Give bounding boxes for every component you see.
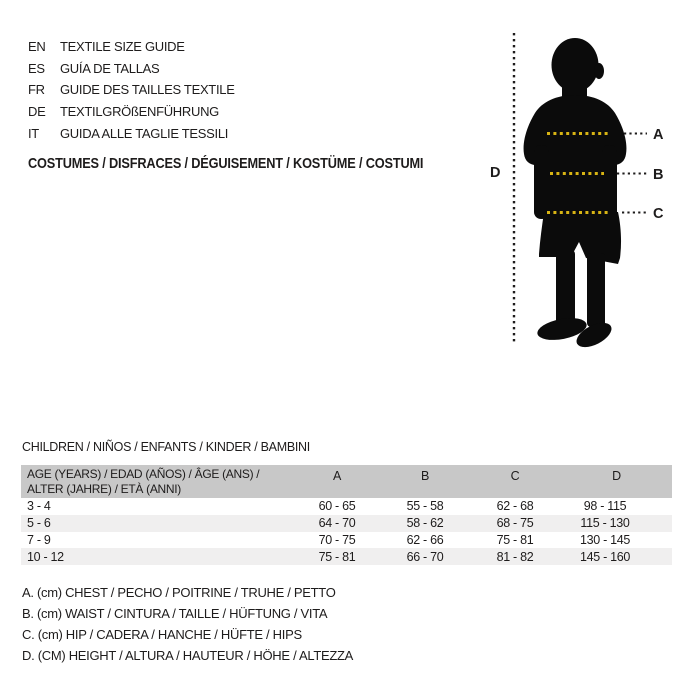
legend-height: D. (CM) HEIGHT / ALTURA / HAUTEUR / HÖHE / ALTEZZA (22, 648, 353, 663)
lang-label: GUIDE DES TAILLES TEXTILE (60, 82, 235, 98)
legend-waist: B. (cm) WAIST / CINTURA / TAILLE / HÜFTUNG / VITA (22, 606, 328, 621)
table-row (21, 515, 672, 532)
height-value: 130 - 145 (579, 532, 631, 547)
age-cell: 7 - 9 (27, 532, 51, 547)
waist-value: 55 - 58 (406, 499, 444, 514)
column-header-d: D (612, 469, 621, 483)
age-column-header (21, 465, 293, 498)
silhouette-right-leg (587, 253, 605, 327)
child-silhouette-image (524, 38, 627, 350)
height-value: 115 - 130 (580, 516, 630, 531)
lang-row-de (28, 101, 235, 123)
hip-value: 62 - 68 (496, 499, 534, 514)
table-row (21, 498, 672, 515)
waist-value: 58 - 62 (406, 516, 444, 531)
size-measurement-diagram (450, 20, 700, 350)
legend-hip: C. (cm) HIP / CADERA / HANCHE / HÜFTE / HIPS (22, 627, 302, 642)
language-guide-list (28, 36, 235, 145)
lang-label: GUIDA ALLE TAGLIE TESSILI (60, 125, 229, 141)
lang-code: DE (28, 104, 46, 120)
hip-value: 75 - 81 (496, 532, 534, 547)
lang-row-es (28, 58, 235, 80)
chest-value: 60 - 65 (318, 499, 356, 514)
age-header-line2: ALTER (JAHRE) / ETÀ (ANNI) (27, 481, 181, 496)
chest-value: 75 - 81 (318, 549, 356, 564)
lang-row-it (28, 123, 235, 145)
age-cell: 5 - 6 (27, 516, 51, 531)
chest-value: 64 - 70 (318, 516, 356, 531)
lang-code: EN (28, 39, 46, 54)
lang-label: GUÍA DE TALLAS (60, 60, 160, 76)
waist-label: B (653, 167, 664, 183)
lang-label: TEXTILE SIZE GUIDE (60, 39, 185, 54)
hip-value: 81 - 82 (496, 549, 534, 564)
height-label: D (490, 165, 501, 181)
measurement-legend (22, 582, 353, 666)
waist-value: 62 - 66 (406, 532, 444, 547)
children-section-title: CHILDREN / NIÑOS / ENFANTS / KINDER / BAMBINI (22, 440, 310, 454)
size-table-header-row (21, 465, 672, 498)
lang-code: ES (28, 60, 45, 76)
age-cell: 10 - 12 (27, 549, 64, 564)
age-header-line1: AGE (YEARS) / EDAD (AÑOS) / ÂGE (ANS) / (27, 466, 260, 481)
size-table (21, 465, 672, 565)
column-header-b: B (420, 469, 430, 483)
lang-label: TEXTILGRÖßENFÜHRUNG (60, 104, 219, 120)
height-value: 98 - 115 (583, 499, 627, 514)
table-row (21, 548, 672, 565)
column-header-a: A (332, 469, 342, 483)
chest-value: 70 - 75 (318, 532, 356, 547)
silhouette-ear (594, 63, 604, 79)
lang-row-fr (28, 79, 235, 101)
table-row (21, 532, 672, 549)
age-cell: 3 - 4 (27, 499, 51, 514)
lang-code: FR (28, 82, 45, 98)
height-value: 145 - 160 (579, 549, 631, 564)
lang-row-en (28, 36, 235, 58)
legend-chest: A. (cm) CHEST / PECHO / POITRINE / TRUHE / PETTO (22, 585, 336, 600)
chest-label: A (653, 127, 664, 143)
hip-label: C (653, 206, 664, 222)
lang-code: IT (28, 125, 39, 141)
category-title: COSTUMES / DISFRACES / DÉGUISEMENT / KOSTÜME / COSTUMI (28, 155, 424, 172)
waist-value: 66 - 70 (406, 549, 444, 564)
silhouette-shorts (539, 212, 621, 264)
column-header-c: C (510, 469, 520, 483)
silhouette-left-leg (556, 250, 575, 324)
hip-value: 68 - 75 (496, 516, 534, 531)
